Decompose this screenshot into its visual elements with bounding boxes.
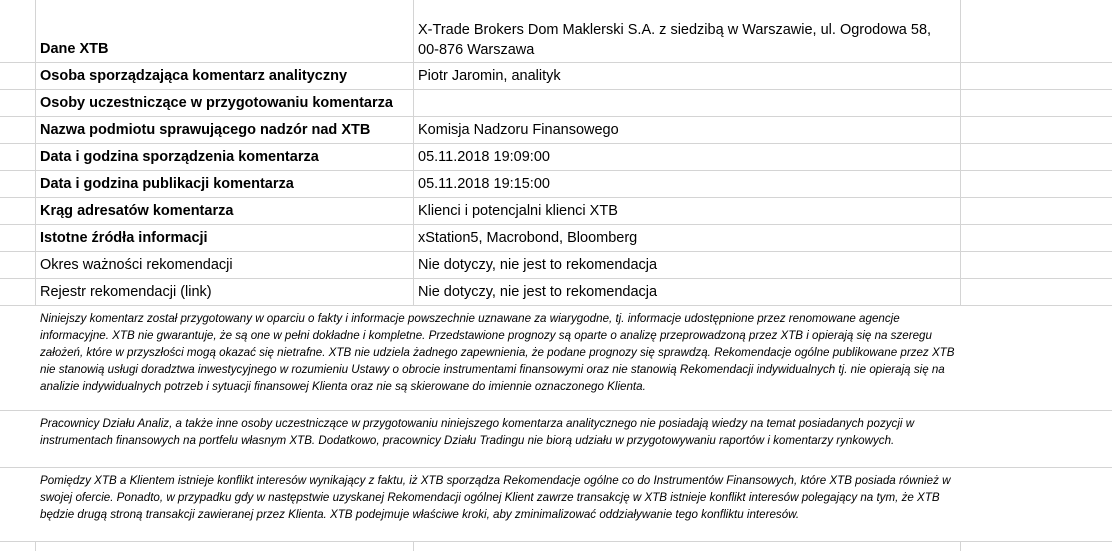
row-value: 05.11.2018 19:09:00 <box>418 149 550 165</box>
table-row[interactable] <box>0 171 1112 198</box>
disclaimer-row[interactable] <box>0 468 1112 542</box>
row-value: Nie dotyczy, nie jest to rekomendacja <box>418 284 658 300</box>
row-label: Krąg adresatów komentarza <box>40 203 234 219</box>
row-value: Klienci i potencjalni klienci XTB <box>418 203 618 219</box>
table-row[interactable] <box>0 252 1112 279</box>
row-label: Osoby uczestniczące w przygotowaniu komentarza <box>40 95 393 111</box>
row-value: Komisja Nadzoru Finansowego <box>418 122 619 138</box>
row-label: Okres ważności rekomendacji <box>40 257 233 273</box>
disclaimer-text: Pomiędzy XTB a Klientem istnieje konflikt interesów wynikający z faktu, iż XTB sporządza Rekomendacje ogólne co do Instrumentów Finansowych, które XTB posiada również w swojej ofercie. Ponadto, w przypadku gdy w następstwie uzyskanej Rekomendacji ogólnej Klient zawrze transakcję w XTB istnieje konflikt interesów polegający na tym, że XTB będzie drugą stroną transakcji zawieranej przez Klienta. XTB podejmuje właściwe kroki, aby zminimalizować oddziaływanie tego konfliktu interesów. <box>40 474 951 521</box>
row-label: Nazwa podmiotu sprawującego nadzór nad XTB <box>40 122 371 138</box>
row-value: Nie dotyczy, nie jest to rekomendacja <box>418 257 658 273</box>
row-label: Istotne źródła informacji <box>40 230 208 246</box>
table-row[interactable] <box>0 279 1112 306</box>
table-row[interactable] <box>0 90 1112 117</box>
table-row[interactable] <box>0 542 1112 551</box>
row-value: X-Trade Brokers Dom Maklerski S.A. z siedzibą w Warszawie, ul. Ogrodowa 58, 00-876 Warszawa <box>418 22 932 58</box>
disclaimer-row[interactable] <box>0 306 1112 411</box>
disclaimer-text: Pracownicy Działu Analiz, a także inne osoby uczestniczące w przygotowaniu niniejszego komentarza analitycznego nie posiadają wiedzy na temat posiadanych pozycji w instrumentach finansowych na portfelu własnym XTB. Dodatkowo, pracownicy Działu Tradingu nie biorą udziału w przygotowywaniu raportów i komentarzy rynkowych. <box>40 417 915 447</box>
table-row[interactable] <box>0 63 1112 90</box>
disclaimer-text: Niniejszy komentarz został przygotowany w oparciu o fakty i informacje powszechnie uznawane za wiarygodne, tj. informacje udostępnione przez renomowane agencje informacyjne. XTB nie gwarantuje, że są one w pełni dokładne i kompletne. Przedstawione prognozy są oparte o analizę przeprowadzoną przez XTB i opierają się na szeregu założeń, które w przyszłości mogą okazać się nietrafne. XTB nie udziela żadnego zapewnienia, że podane prognozy się sprawdzą. Rekomendacje ogólne publikowane przez XTB nie stanowią usługi doradztwa inwestycyjnego w rozumieniu Ustawy o obrocie instrumentami finansowymi oraz nie stanowią Rekomendacji indywidualnych tj. nie opierają się na analizie indywidualnych potrzeb i sytuacji finansowej Klienta oraz nie są skierowane do imiennie oznaczonego Klienta. <box>40 312 955 393</box>
table-row[interactable] <box>0 198 1112 225</box>
row-value: 05.11.2018 19:15:00 <box>418 176 550 192</box>
table-row[interactable] <box>0 225 1112 252</box>
table-row[interactable] <box>0 117 1112 144</box>
row-label: Rejestr rekomendacji (link) <box>40 284 212 300</box>
row-label: Dane XTB <box>40 41 109 57</box>
row-label: Data i godzina publikacji komentarza <box>40 176 294 192</box>
row-value: Piotr Jaromin, analityk <box>418 68 561 84</box>
disclaimer-row[interactable] <box>0 411 1112 468</box>
table-row[interactable] <box>0 144 1112 171</box>
row-label: Osoba sporządzająca komentarz analityczny <box>40 68 348 84</box>
row-value: xStation5, Macrobond, Bloomberg <box>418 230 638 246</box>
table-row[interactable] <box>0 0 1112 63</box>
row-label: Data i godzina sporządzenia komentarza <box>40 149 319 165</box>
